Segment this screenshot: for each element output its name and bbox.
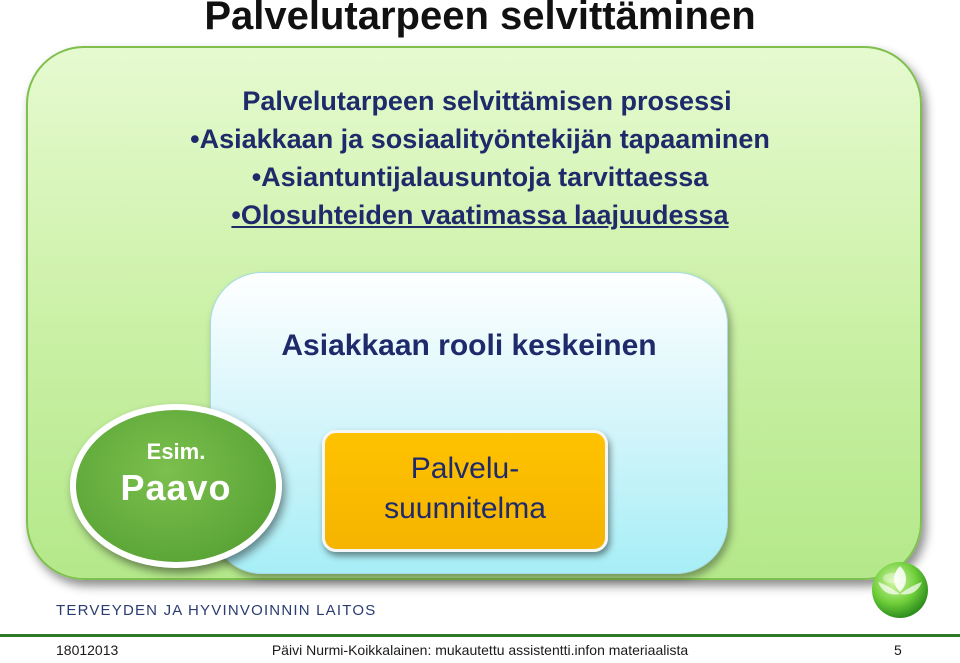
bullet-expert-statements: •Asiantuntijalausuntoja tarvittaessa: [251, 162, 709, 192]
thl-leaf-logo-icon: [862, 552, 932, 622]
service-plan-line1: Palvelu-: [410, 452, 520, 485]
organization-name: TERVEYDEN JA HYVINVOINNIN LAITOS: [56, 602, 377, 619]
bullet-extent: •Olosuhteiden vaatimassa laajuudessa: [231, 200, 729, 230]
slide-title: Palvelutarpeen selvittäminen: [204, 0, 756, 38]
service-plan-line2: suunnitelma: [384, 492, 546, 525]
process-list: [0, 82, 960, 234]
page-number: 5: [894, 642, 902, 658]
example-prefix: Esim.: [146, 439, 206, 464]
process-heading: Palvelutarpeen selvittämisen prosessi: [242, 86, 732, 116]
example-name: Paavo: [120, 467, 232, 508]
footer-credit: Päivi Nurmi-Koikkalainen: mukautettu assistentti.infon materiaalista: [271, 642, 689, 658]
footer-date: 18012013: [56, 642, 119, 658]
example-client-circle: [70, 404, 282, 568]
service-plan-box: [322, 430, 608, 552]
client-role-heading: Asiakkaan rooli keskeinen: [281, 329, 657, 362]
bullet-meeting: •Asiakkaan ja sosiaalityöntekijän tapaaminen: [190, 124, 770, 154]
footer-bar: [0, 634, 960, 659]
